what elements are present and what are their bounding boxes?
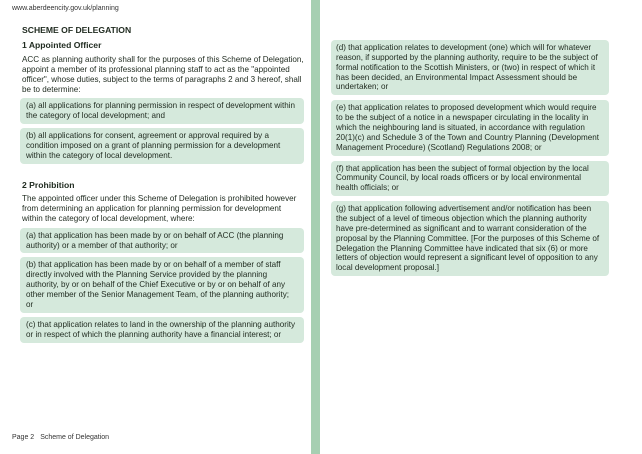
section-2-item-a: (a) that application has been made by or on behalf of ACC (the planning authority) or a member of that authority; or (20, 228, 304, 254)
section-2-title: 2 Prohibition (22, 179, 75, 190)
left-column (22, 25, 304, 347)
section-2-item-e: (e) that application relates to proposed development which would require to be the subject of a notice in a newspaper circulating in the locality in which the neighbouring land is situated, in accordance with regulation 20(1)(c) and Schedule 3 of the Town and Country Planning (Development Management Procedure) (Scotland) Regulations 2008; or (331, 100, 609, 155)
document-title: SCHEME OF DELEGATION (22, 25, 132, 35)
page-number: Page 2 (12, 434, 35, 441)
section-1-title: 1 Appointed Officer (22, 40, 102, 51)
footer-title: Scheme of Delegation (40, 434, 110, 441)
section-1-item-a: (a) all applications for planning permission in respect of development within the category of local development; and (20, 98, 304, 124)
header-url: www.aberdeencity.gov.uk/planning (12, 5, 119, 12)
section-2-item-b: (b) that application has been made by or on behalf of a member of staff directly involved with the Planning Service provided by the planning authority, by or on behalf of the Chief Executive or by or on behalf of any other member of the Senior Management Team, of the planning authority; or (20, 257, 304, 312)
column-divider (311, 0, 320, 454)
right-column (331, 40, 609, 281)
section-2-item-c: (c) that application relates to land in the ownership of the planning authority or in respect of which the planning authority have a financial interest; or (20, 317, 304, 343)
section-1-intro: ACC as planning authority shall for the purposes of this Scheme of Delegation, appoint a member of its professional planning staff to act as the "appointed officer", whose duties, subject to the terms of paragraphs 2 and 3 hereof, shall be to determine: (22, 54, 304, 94)
section-2-item-g: (g) that application following advertisement and/or notification has been the subject of a level of timeous objection which the planning authority have pre-determined as significant and to warrant consideration of the proposal by the Planning Committee. [For the purposes of this Scheme of Delegation the Planning Committee have indicated that six (6) or more letters of objection would represent a significant level of opposition to any local development proposal.] (331, 201, 609, 276)
section-1-item-b: (b) all applications for consent, agreement or approval required by a condition imposed on a grant of planning permission for a development within the category of local development. (20, 128, 304, 164)
section-2-intro: The appointed officer under this Scheme of Delegation is prohibited however from determining an application for planning permission for development within the category of local development, where: (22, 194, 297, 223)
page-footer (12, 434, 109, 443)
section-2-item-d: (d) that application relates to development (one) which will for whatever reason, if supported by the planning authority, require to be the subject of formal notification to the Scottish Ministers, or (two) in respect of which it has been decided, an Environmental Impact Assessment should be undertaken; or (331, 40, 609, 95)
section-2-item-f: (f) that application has been the subject of formal objection by the local Community Council, by local roads officers or by local environmental health officials; or (331, 161, 609, 197)
